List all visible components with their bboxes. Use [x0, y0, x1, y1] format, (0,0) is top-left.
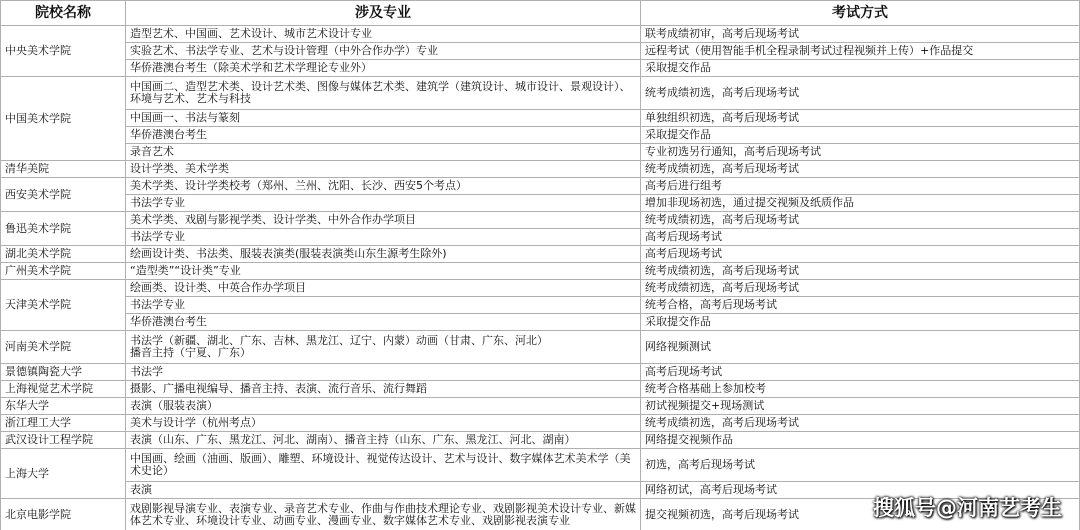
school-cell: 上海视觉艺术学院	[1, 381, 126, 398]
table-row	[1, 212, 1080, 229]
exam-method-cell: 网络初试，高考后现场考试	[641, 482, 1080, 499]
table-row	[1, 449, 1080, 482]
table-row	[1, 195, 1080, 212]
table-row	[1, 178, 1080, 195]
school-cell: 广州美术学院	[1, 263, 126, 280]
table-row	[1, 110, 1080, 127]
major-cell: 美术与设计学（杭州考点）	[126, 415, 641, 432]
major-cell: 书法学	[126, 364, 641, 381]
table-row	[1, 127, 1080, 144]
major-cell: 造型艺术、中国画、艺术设计、城市艺术设计专业	[126, 26, 641, 43]
table-row	[1, 432, 1080, 449]
header-major: 涉及专业	[126, 1, 641, 26]
major-cell: 美术学类、戏剧与影视学类、设计学类、中外合作办学项目	[126, 212, 641, 229]
exam-method-cell: 高考后现场考试	[641, 229, 1080, 246]
major-cell: 华侨港澳台考生（除美术学和艺术学理论专业外）	[126, 60, 641, 77]
school-cell: 东华大学	[1, 398, 126, 415]
exam-method-cell: 统考成绩初选，高考后现场考试	[641, 212, 1080, 229]
major-cell: 中国画二、造型艺术类、设计艺术类、图像与媒体艺术类、建筑学（建筑设计、城市设计、景观设计）、环境与艺术、艺术与科技	[126, 77, 641, 110]
table-row	[1, 263, 1080, 280]
major-cell: 设计学类、美术学类	[126, 161, 641, 178]
table-row	[1, 229, 1080, 246]
table-row	[1, 398, 1080, 415]
school-cell: 鲁迅美术学院	[1, 212, 126, 246]
exam-method-cell: 提交视频初选，高考后现场考试	[641, 499, 1080, 530]
school-cell: 天津美术学院	[1, 280, 126, 331]
exam-method-cell: 初选，高考后现场考试	[641, 449, 1080, 482]
major-cell: 实验艺术、书法学专业、艺术与设计管理（中外合作办学）专业	[126, 43, 641, 60]
exam-method-cell: 采取提交作品	[641, 314, 1080, 331]
table-row	[1, 43, 1080, 60]
header-exam: 考试方式	[641, 1, 1080, 26]
exam-method-cell: 增加非现场初选，通过提交视频及纸质作品	[641, 195, 1080, 212]
exam-method-cell: 采取提交作品	[641, 127, 1080, 144]
major-cell: 美术学类、设计学类校考（郑州、兰州、沈阳、长沙、西安5个考点）	[126, 178, 641, 195]
school-cell: 河南美术学院	[1, 331, 126, 364]
major-cell: 表演	[126, 482, 641, 499]
school-cell: 中国美术学院	[1, 77, 126, 161]
table-row	[1, 381, 1080, 398]
major-cell: 书法学专业	[126, 297, 641, 314]
exam-method-cell: 初试视频提交+现场测试	[641, 398, 1080, 415]
major-cell: 中国画一、书法与篆刻	[126, 110, 641, 127]
table-row	[1, 280, 1080, 297]
exam-method-cell: 统考成绩初选，高考后现场考试	[641, 77, 1080, 110]
major-cell: 摄影、广播电视编导、播音主持、表演、流行音乐、流行舞蹈	[126, 381, 641, 398]
exam-method-cell: 单独组织初选，高考后现场考试	[641, 110, 1080, 127]
header-row	[1, 1, 1080, 26]
exam-method-cell: 采取提交作品	[641, 60, 1080, 77]
watermark-text: 搜狐号@河南艺考生	[873, 496, 1062, 520]
exam-method-cell: 远程考试（使用智能手机全程录制考试过程视频并上传）+作品提交	[641, 43, 1080, 60]
school-cell: 湖北美术学院	[1, 246, 126, 263]
exam-method-cell: 高考后进行组考	[641, 178, 1080, 195]
major-line: 播音主持（宁夏、广东）	[130, 346, 251, 359]
school-cell: 北京电影学院	[1, 499, 126, 530]
major-cell: 华侨港澳台考生	[126, 127, 641, 144]
table-row	[1, 331, 1080, 364]
major-cell: 戏剧影视导演专业、表演专业、录音艺术专业、作曲与作曲技术理论专业、戏剧影视美术设计专业、新媒体艺术专业、环境设计专业、动画专业、漫画专业、数字媒体艺术专业、戏剧影视表演专业	[126, 499, 641, 530]
exam-method-cell: 联考成绩初审，高考后现场考试	[641, 26, 1080, 43]
table-row	[1, 60, 1080, 77]
major-cell: 书法学专业	[126, 229, 641, 246]
exam-method-cell: 高考后现场考试	[641, 246, 1080, 263]
major-line: 书法学（新疆、湖北、广东、吉林、黑龙江、辽宁、内蒙）动画（甘肃、广东、河北）	[130, 334, 548, 347]
school-cell: 上海大学	[1, 449, 126, 499]
major-cell: 表演（服装表演）	[126, 398, 641, 415]
table-row	[1, 364, 1080, 381]
exam-method-cell: 统考合格基础上参加校考	[641, 381, 1080, 398]
exam-method-cell: 高考后现场考试	[641, 364, 1080, 381]
school-cell: 中央美术学院	[1, 26, 126, 77]
header-school: 院校名称	[1, 1, 126, 26]
major-cell: 书法学专业	[126, 195, 641, 212]
table-row	[1, 314, 1080, 331]
exam-method-cell: 网络视频测试	[641, 331, 1080, 364]
table-row	[1, 297, 1080, 314]
major-cell	[126, 331, 641, 364]
exam-method-cell: 统考成绩初选，高考后现场考试	[641, 415, 1080, 432]
school-cell: 西安美术学院	[1, 178, 126, 212]
major-cell: “造型类”“设计类”专业	[126, 263, 641, 280]
table-row	[1, 415, 1080, 432]
major-cell: 表演（山东、广东、黑龙江、河北、湖南）、播音主持（山东、广东、黑龙江、河北、湖南）	[126, 432, 641, 449]
school-cell: 景德镇陶瓷大学	[1, 364, 126, 381]
school-cell: 清华美院	[1, 161, 126, 178]
exam-method-cell: 统考合格，高考后现场考试	[641, 297, 1080, 314]
table-row	[1, 144, 1080, 161]
major-cell: 绘画类、设计类、中英合作办学项目	[126, 280, 641, 297]
major-cell: 绘画设计类、书法类、服装表演类(服装表演类山东生源考生除外)	[126, 246, 641, 263]
exam-method-cell: 统考成绩初选，高考后现场考试	[641, 161, 1080, 178]
school-cell: 浙江理工大学	[1, 415, 126, 432]
exam-method-cell: 统考成绩初选，高考后现场考试	[641, 280, 1080, 297]
exam-method-cell: 统考成绩初选，高考后现场考试	[641, 263, 1080, 280]
major-cell: 华侨港澳台考生	[126, 314, 641, 331]
table-row	[1, 77, 1080, 110]
exam-method-cell: 专业初选另行通知，高考后现场考试	[641, 144, 1080, 161]
exam-method-cell: 网络提交视频作品	[641, 432, 1080, 449]
table-row	[1, 161, 1080, 178]
major-cell: 录音艺术	[126, 144, 641, 161]
table-row	[1, 26, 1080, 43]
major-cell: 中国画、绘画（油画、版画）、雕塑、环境设计、视觉传达设计、艺术与设计、数字媒体艺术美术学（美术史论）	[126, 449, 641, 482]
table-row	[1, 246, 1080, 263]
school-cell: 武汉设计工程学院	[1, 432, 126, 449]
